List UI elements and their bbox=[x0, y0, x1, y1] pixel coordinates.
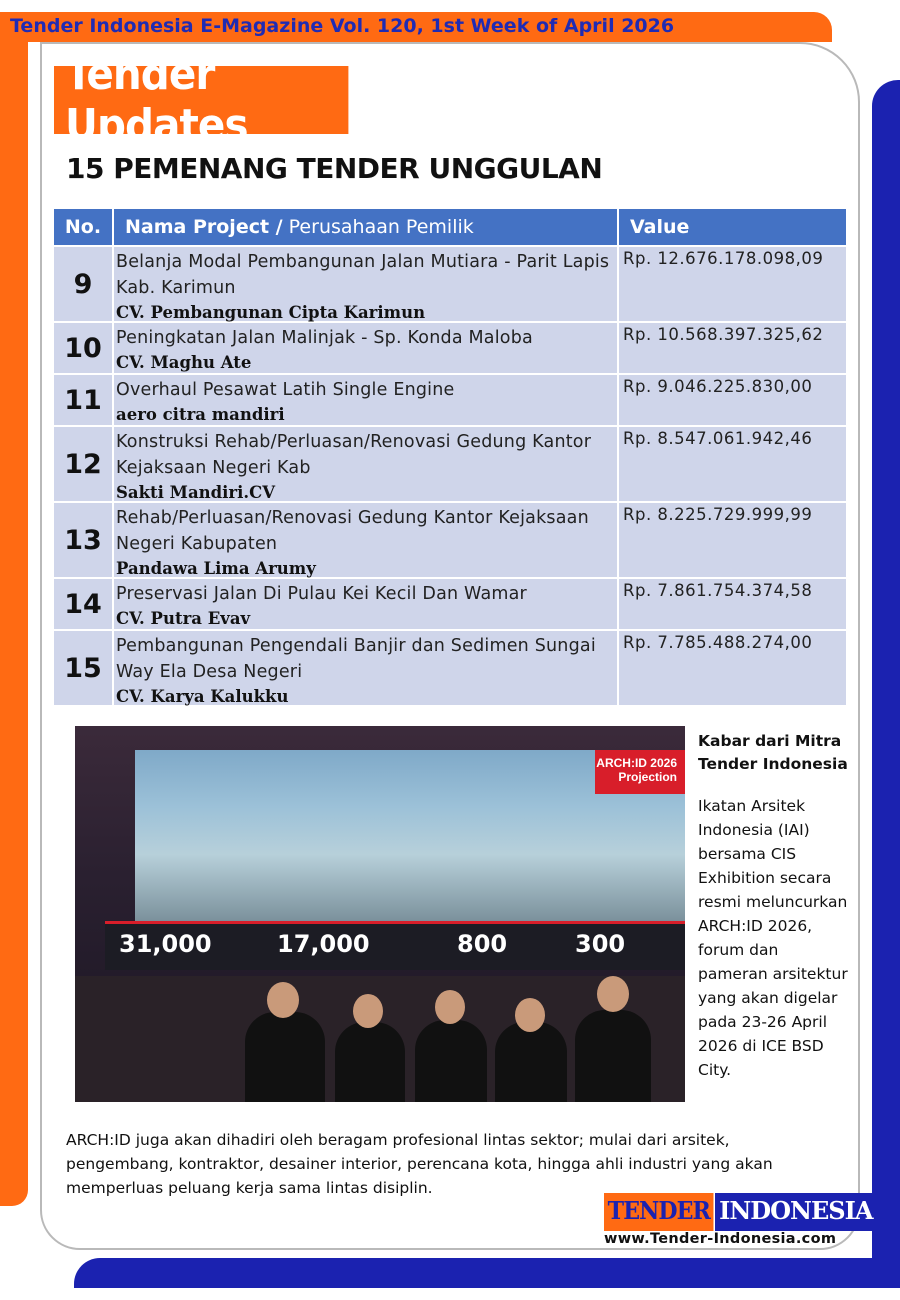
table-row bbox=[54, 321, 846, 373]
panelist bbox=[335, 1022, 405, 1102]
company-name: CV. Maghu Ate bbox=[116, 353, 252, 372]
right-decor-bar bbox=[872, 80, 900, 1280]
project-value: Rp. 10.568.397.325,62 bbox=[623, 325, 824, 344]
news-side-body: Ikatan Arsitek Indonesia (IAI) bersama CIS Exhibition secara resmi meluncurkan ARCH:ID 2026, forum dan pameran arsitektur yang akan digelar pada 23-26 April 2026 di ICE BSD City. bbox=[698, 797, 848, 1079]
project-name: Konstruksi Rehab/Perluasan/Renovasi Gedung Kantor Kejaksaan Negeri Kab bbox=[116, 432, 592, 478]
project-name: Rehab/Perluasan/Renovasi Gedung Kantor Kejaksaan Negeri Kabupaten bbox=[116, 508, 589, 554]
magazine-header-bar bbox=[0, 12, 832, 42]
section-tag: Tender Updates bbox=[54, 66, 348, 134]
panelist-head bbox=[515, 998, 545, 1032]
photo-stat: 300 bbox=[575, 930, 626, 958]
photo-stat: 17,000 bbox=[277, 930, 370, 958]
row-project-cell bbox=[114, 375, 619, 425]
row-project-cell bbox=[114, 579, 619, 629]
logo-part-indonesia: INDONESIA bbox=[715, 1193, 876, 1231]
company-name: Pandawa Lima Arumy bbox=[116, 559, 316, 578]
table-row bbox=[54, 373, 846, 425]
table-body bbox=[54, 245, 846, 705]
magazine-title: Tender Indonesia E-Magazine Vol. 120, 1st Week of April 2026 bbox=[10, 15, 675, 37]
bottom-decor-bar bbox=[74, 1258, 900, 1288]
project-value: Rp. 8.225.729.999,99 bbox=[623, 505, 813, 524]
header-value: Value bbox=[630, 216, 690, 238]
project-name: Preservasi Jalan Di Pulau Kei Kecil Dan Wamar bbox=[116, 584, 527, 604]
company-name: CV. Pembangunan Cipta Karimun bbox=[116, 303, 426, 322]
tender-indonesia-logo bbox=[604, 1193, 873, 1231]
company-name: aero citra mandiri bbox=[116, 405, 285, 424]
event-photo bbox=[75, 726, 685, 1102]
company-name: Sakti Mandiri.CV bbox=[116, 483, 276, 502]
panelist-head bbox=[267, 982, 299, 1018]
row-number: 10 bbox=[54, 323, 114, 373]
header-project bbox=[114, 209, 619, 245]
project-value: Rp. 7.785.488.274,00 bbox=[623, 633, 813, 652]
row-number: 11 bbox=[54, 375, 114, 425]
panelist-head bbox=[353, 994, 383, 1028]
photo-badge: ARCH:ID 2026 Projection bbox=[595, 750, 685, 794]
header-project-light: Perusahaan Pemilik bbox=[288, 216, 474, 238]
row-project-cell bbox=[114, 631, 619, 705]
project-name: Peningkatan Jalan Malinjak - Sp. Konda Maloba bbox=[116, 328, 533, 348]
project-value: Rp. 7.861.754.374,58 bbox=[623, 581, 813, 600]
logo-part-tender: TENDER bbox=[604, 1193, 714, 1231]
row-number: 9 bbox=[54, 247, 114, 321]
row-project-cell bbox=[114, 503, 619, 577]
row-project-cell bbox=[114, 247, 619, 321]
table-row bbox=[54, 425, 846, 501]
project-value: Rp. 8.547.061.942,46 bbox=[623, 429, 813, 448]
table-row bbox=[54, 629, 846, 705]
news-bottom-text: ARCH:ID juga akan dihadiri oleh beragam profesional lintas sektor; mulai dari arsitek, pengembang, kontraktor, desainer interior, perencana kota, hingga ahli industri yang akan memperluas peluang kerja sama lintas disiplin. bbox=[66, 1131, 773, 1197]
page-headline: 15 PEMENANG TENDER UNGGULAN bbox=[66, 152, 603, 185]
photo-stats-strip bbox=[105, 921, 685, 970]
panelist-head bbox=[435, 990, 465, 1024]
photo-stage bbox=[75, 976, 685, 1102]
table-header bbox=[54, 209, 846, 245]
photo-stat: 800 bbox=[457, 930, 508, 958]
project-name: Belanja Modal Pembangunan Jalan Mutiara - Parit Lapis Kab. Karimun bbox=[116, 252, 610, 298]
panelist bbox=[415, 1020, 487, 1102]
panelist bbox=[245, 1012, 325, 1102]
panelist bbox=[575, 1010, 651, 1102]
project-value: Rp. 12.676.178.098,09 bbox=[623, 249, 824, 268]
project-value: Rp. 9.046.225.830,00 bbox=[623, 377, 813, 396]
table-row bbox=[54, 577, 846, 629]
panelist-head bbox=[597, 976, 629, 1012]
row-number: 13 bbox=[54, 503, 114, 577]
project-name: Pembangunan Pengendali Banjir dan Sedimen Sungai Way Ela Desa Negeri bbox=[116, 636, 596, 682]
company-name: CV. Putra Evav bbox=[116, 609, 251, 628]
header-no: No. bbox=[54, 209, 114, 245]
table-row bbox=[54, 501, 846, 577]
table-row bbox=[54, 245, 846, 321]
website-url[interactable]: www.Tender-Indonesia.com bbox=[604, 1231, 837, 1247]
left-decor-bar bbox=[0, 40, 28, 1206]
winners-table bbox=[54, 209, 846, 705]
row-number: 15 bbox=[54, 631, 114, 705]
row-number: 14 bbox=[54, 579, 114, 629]
photo-stat: 31,000 bbox=[119, 930, 212, 958]
row-project-cell bbox=[114, 427, 619, 501]
panelist bbox=[495, 1022, 567, 1102]
project-name: Overhaul Pesawat Latih Single Engine bbox=[116, 380, 455, 400]
row-number: 12 bbox=[54, 427, 114, 501]
news-side-title: Kabar dari Mitra Tender Indonesia bbox=[698, 732, 848, 773]
header-project-bold: Nama Project / bbox=[125, 216, 283, 238]
company-name: CV. Karya Kalukku bbox=[116, 687, 289, 706]
row-project-cell bbox=[114, 323, 619, 373]
